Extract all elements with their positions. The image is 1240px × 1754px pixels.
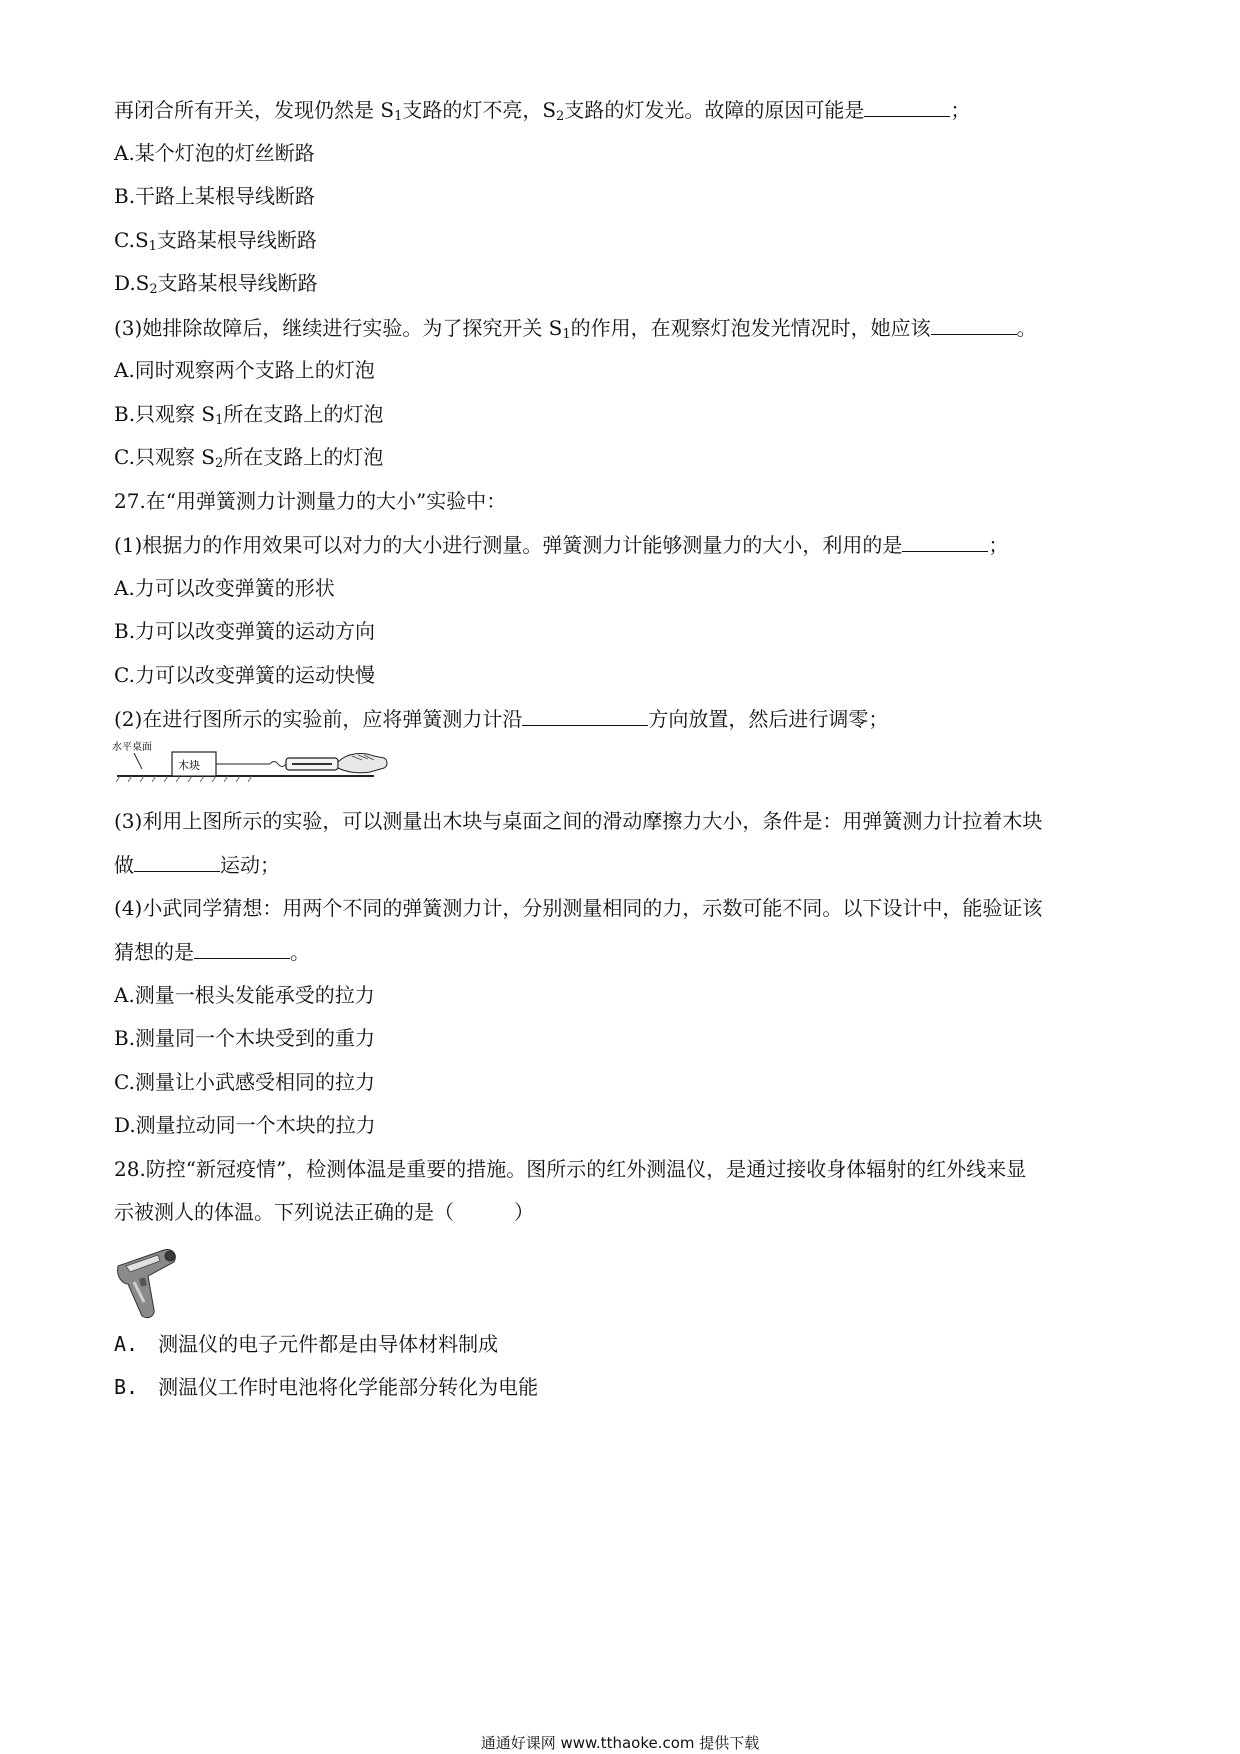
hook — [270, 762, 286, 767]
answer-blank[interactable] — [522, 705, 648, 726]
infrared-thermometer-figure — [112, 1244, 192, 1324]
option-b: B. 测温仪工作时电池将化学能部分转化为电能 — [114, 1375, 539, 1399]
sensor-lens — [165, 1251, 175, 1261]
answer-blank[interactable] — [134, 851, 220, 872]
text: 支路的灯不亮，S — [402, 98, 557, 122]
text: (3)她排除故障后，继续进行实验。为了探究开关 S — [114, 316, 563, 340]
subscript: 2 — [556, 109, 565, 124]
subscript: 1 — [215, 413, 224, 428]
subscript: 2 — [215, 456, 224, 471]
text: 运动； — [220, 853, 280, 877]
option-b: B.测量同一个木块受到的重力 — [114, 1026, 376, 1050]
option-b — [114, 401, 383, 427]
text: (1)根据力的作用效果可以对力的大小进行测量。弹簧测力计能够测量力的大小，利用的是 — [114, 533, 903, 557]
text: 。 — [1016, 316, 1037, 340]
text: 的作用，在观察灯泡发光情况时，她应该 — [570, 316, 931, 340]
q27-part3-line1: (3)利用上图所示的实验，可以测量出木块与桌面之间的滑动摩擦力大小，条件是：用弹簧测力计拉着木块 — [114, 809, 1043, 833]
q28-line2: 示被测人的体温。下列说法正确的是（ ） — [114, 1200, 534, 1224]
subscript: 1 — [394, 109, 403, 124]
page-footer: 通通好课网 www.tthaoke.com 提供下载 — [480, 1734, 760, 1752]
option-a: A.某个灯泡的灯丝断路 — [114, 141, 315, 165]
text: ； — [988, 533, 1009, 557]
option-a: A.力可以改变弹簧的形状 — [114, 576, 335, 600]
text: 支路某根导线断路 — [157, 271, 318, 295]
option-d — [114, 270, 318, 296]
answer-blank[interactable] — [931, 314, 1017, 335]
q26-part3 — [114, 314, 1037, 341]
text: 猜想的是 — [114, 940, 194, 964]
fig-label-table: 水平桌面 — [112, 742, 152, 753]
spring-scale-figure — [112, 738, 402, 792]
text: 。 — [290, 940, 310, 964]
q27-part2 — [114, 705, 888, 732]
q27-part4-line2 — [114, 938, 310, 965]
option-c: C.测量让小武感受相同的拉力 — [114, 1070, 375, 1094]
option-c: C.力可以改变弹簧的运动快慢 — [114, 663, 375, 687]
option-b: B.力可以改变弹簧的运动方向 — [114, 619, 376, 643]
subscript: 2 — [149, 282, 158, 297]
q27-part4-line1: (4)小武同学猜想：用两个不同的弹簧测力计，分别测量相同的力，示数可能不同。以下设计中，能验证该 — [114, 896, 1043, 920]
text: 所在支路上的灯泡 — [223, 402, 384, 426]
text: ； — [950, 98, 971, 122]
text: 再闭合所有开关，发现仍然是 S — [114, 98, 395, 122]
q27-part3-line2 — [114, 851, 280, 878]
q28-line1: 28.防控“新冠疫情”，检测体温是重要的措施。图所示的红外测温仪，是通过接收身体辐射的红外线来显 — [114, 1157, 1027, 1181]
text: 方向放置，然后进行调零； — [648, 707, 889, 731]
text: B.只观察 S — [114, 402, 216, 426]
option-a: A.测量一根头发能承受的拉力 — [114, 983, 375, 1007]
option-b: B.干路上某根导线断路 — [114, 184, 316, 208]
text: 支路某根导线断路 — [156, 228, 317, 252]
option-c — [114, 227, 317, 253]
q27-part1 — [114, 531, 1008, 558]
answer-blank[interactable] — [864, 96, 950, 117]
text: 支路的灯发光。故障的原因可能是 — [564, 98, 865, 122]
answer-blank[interactable] — [194, 938, 290, 959]
subscript: 1 — [148, 239, 157, 254]
option-a: A.同时观察两个支路上的灯泡 — [114, 358, 375, 382]
text: D.S — [114, 271, 150, 295]
option-a: A. 测温仪的电子元件都是由导体材料制成 — [114, 1332, 499, 1356]
text: 所在支路上的灯泡 — [223, 445, 384, 469]
option-c — [114, 444, 383, 470]
text: C.只观察 S — [114, 445, 216, 469]
q26-line1 — [114, 96, 970, 123]
fig-label-block: 木块 — [178, 759, 200, 772]
text: 做 — [114, 853, 134, 877]
option-d: D.测量拉动同一个木块的拉力 — [114, 1113, 376, 1137]
text: C.S — [114, 228, 149, 252]
label-pointer — [134, 753, 142, 769]
subscript: 1 — [562, 327, 571, 342]
q27-title: 27.在“用弹簧测力计测量力的大小”实验中： — [114, 489, 507, 513]
text: (2)在进行图所示的实验前，应将弹簧测力计沿 — [114, 707, 523, 731]
answer-blank[interactable] — [902, 531, 988, 552]
